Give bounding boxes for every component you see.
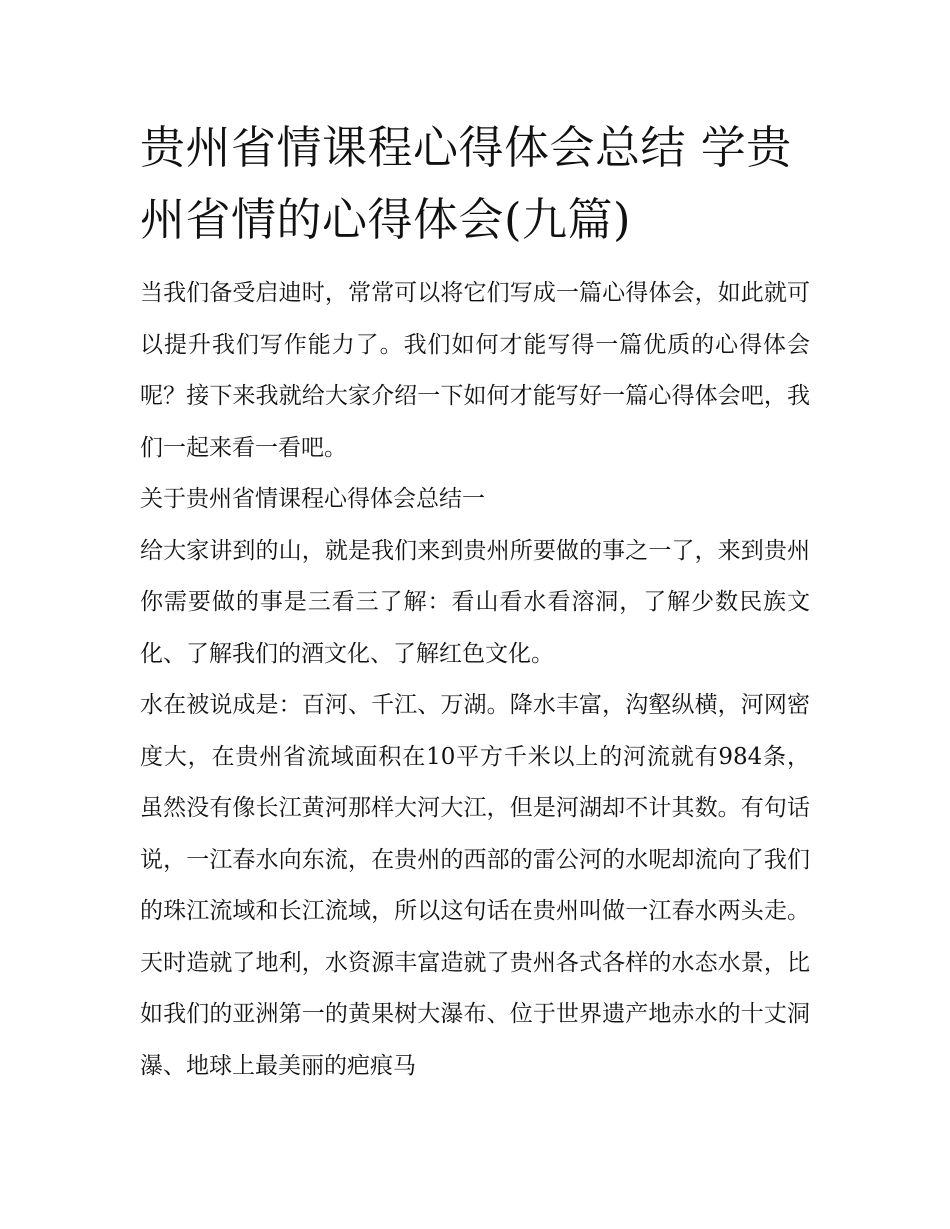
document-body [140, 268, 810, 1092]
section-heading: 关于贵州省情课程心得体会总结一 [140, 486, 485, 512]
document-content [140, 112, 810, 1092]
mountain-paragraph: 给大家讲到的山，就是我们来到贵州所要做的事之一了，来到贵州你需要做的事是三看三了解：看山看水看溶洞，了解少数民族文化、了解我们的酒文化、了解红色文化。 [140, 537, 810, 667]
water-paragraph: 水在被说成是：百河、千江、万湖。降水丰富，沟壑纵横，河网密度大，在贵州省流域面积在10平方千米以上的河流就有984条，虽然没有像长江黄河那样大河大江，但是河湖却不计其数。有句话说，一江春水向东流，在贵州的西部的雷公河的水呢却流向了我们的珠江流域和长江流域，所以这句话在贵州叫做一江春水两头走。天时造就了地利，水资源丰富造就了贵州各式各样的水态水景，比如我们的亚洲第一的黄果树大瀑布、位于世界遗产地赤水的十丈洞瀑、地球上最美丽的疤痕马 [140, 692, 810, 1079]
document-title: 贵州省情课程心得体会总结 学贵州省情的心得体会(九篇) [140, 121, 792, 246]
intro-paragraph: 当我们备受启迪时，常常可以将它们写成一篇心得体会，如此就可以提升我们写作能力了。我们如何才能写得一篇优质的心得体会呢？接下来我就给大家介绍一下如何才能写好一篇心得体会吧，我们一起来看一看吧。 [140, 280, 810, 461]
